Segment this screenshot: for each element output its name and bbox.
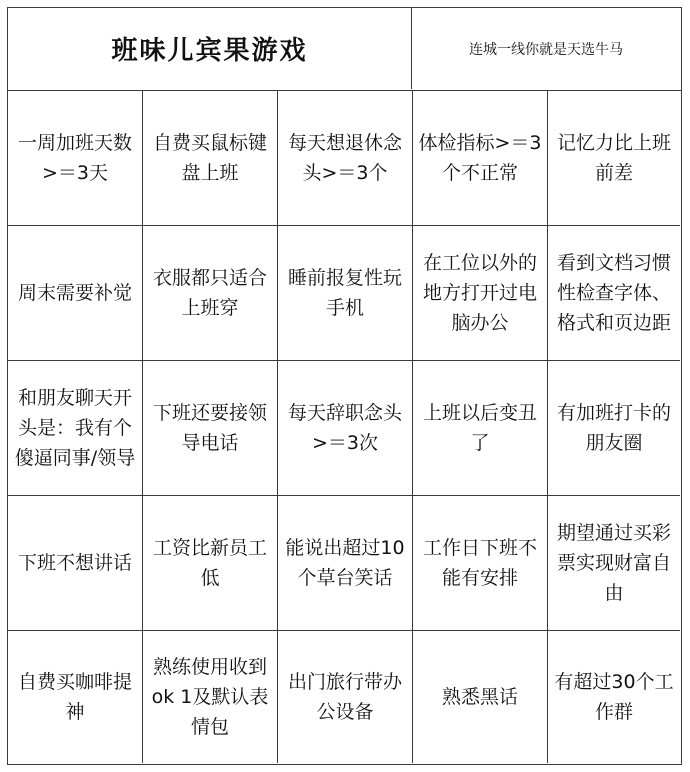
bingo-cell-text: 有超过30个工作群 <box>554 671 674 723</box>
bingo-cell-r3-c5[interactable] <box>548 361 680 496</box>
bingo-cell-r5-c2[interactable] <box>143 631 278 763</box>
bingo-cell-r4-c3[interactable] <box>278 496 413 631</box>
bingo-cell-text: 有加班打卡的朋友圈 <box>556 402 671 454</box>
bingo-grid <box>8 91 681 763</box>
card-title: 班味儿宾果游戏 <box>8 8 412 89</box>
bingo-cell-r2-c5[interactable] <box>548 226 680 361</box>
bingo-cell-r1-c4[interactable] <box>413 91 548 226</box>
bingo-cell-r5-c1[interactable] <box>8 631 143 763</box>
bingo-cell-r5-c4[interactable] <box>413 631 548 763</box>
bingo-cell-r1-c2[interactable] <box>143 91 278 226</box>
bingo-cell-text: 记忆力比上班前差 <box>556 132 671 184</box>
bingo-cell-r2-c3[interactable] <box>278 226 413 361</box>
bingo-cell-r2-c4[interactable] <box>413 226 548 361</box>
bingo-cell-r1-c3[interactable] <box>278 91 413 226</box>
bingo-cell-r1-c5[interactable] <box>548 91 680 226</box>
bingo-cell-text: 出门旅行带办公设备 <box>287 671 402 723</box>
bingo-cell-text: 和朋友聊天开头是：我有个傻逼同事/领导 <box>14 387 136 469</box>
bingo-cell-r3-c4[interactable] <box>413 361 548 496</box>
bingo-cell-r3-c1[interactable] <box>8 361 143 496</box>
bingo-cell-text: 周末需要补觉 <box>17 282 132 304</box>
bingo-cell-text: 上班以后变丑了 <box>422 402 537 454</box>
bingo-cell-text: 一周加班天数>＝3天 <box>17 132 132 184</box>
bingo-cell-r4-c2[interactable] <box>143 496 278 631</box>
bingo-cell-r2-c2[interactable] <box>143 226 278 361</box>
bingo-cell-text: 能说出超过10个草台笑话 <box>285 537 405 589</box>
bingo-cell-r4-c4[interactable] <box>413 496 548 631</box>
bingo-cell-text: 自费买咖啡提神 <box>17 671 132 723</box>
bingo-cell-r1-c1[interactable] <box>8 91 143 226</box>
bingo-cell-r3-c2[interactable] <box>143 361 278 496</box>
bingo-cell-text: 在工位以外的地方打开过电脑办公 <box>422 252 537 334</box>
bingo-cell-r4-c5[interactable] <box>548 496 680 631</box>
bingo-cell-text: 体检指标>＝3个不正常 <box>418 132 542 184</box>
card-header <box>8 8 681 91</box>
bingo-cell-r5-c5[interactable] <box>548 631 680 763</box>
card-subtitle: 连城一线你就是天选牛马 <box>469 41 623 58</box>
bingo-cell-text: 衣服都只适合上班穿 <box>152 267 267 319</box>
bingo-cell-text: 熟悉黑话 <box>441 686 518 708</box>
bingo-cell-r2-c1[interactable] <box>8 226 143 361</box>
bingo-cell-text: 工作日下班不能有安排 <box>422 537 537 589</box>
bingo-cell-r5-c3[interactable] <box>278 631 413 763</box>
bingo-cell-text: 每天想退休念头>＝3个 <box>287 132 402 184</box>
bingo-cell-text: 下班不想讲话 <box>17 552 132 574</box>
bingo-cell-r4-c1[interactable] <box>8 496 143 631</box>
bingo-cell-text: 看到文档习惯性检查字体、格式和页边距 <box>556 252 671 334</box>
bingo-cell-text: 工资比新员工低 <box>152 537 267 589</box>
bingo-cell-text: 每天辞职念头>＝3次 <box>287 402 402 454</box>
bingo-cell-text: 自费买鼠标键盘上班 <box>152 132 267 184</box>
bingo-card <box>7 7 682 765</box>
bingo-cell-text: 期望通过买彩票实现财富自由 <box>556 522 671 604</box>
bingo-cell-text: 睡前报复性玩手机 <box>287 267 402 319</box>
bingo-cell-text: 下班还要接领导电话 <box>152 402 267 454</box>
bingo-cell-r3-c3[interactable] <box>278 361 413 496</box>
bingo-cell-text: 熟练使用收到ok 1及默认表情包 <box>151 656 269 738</box>
